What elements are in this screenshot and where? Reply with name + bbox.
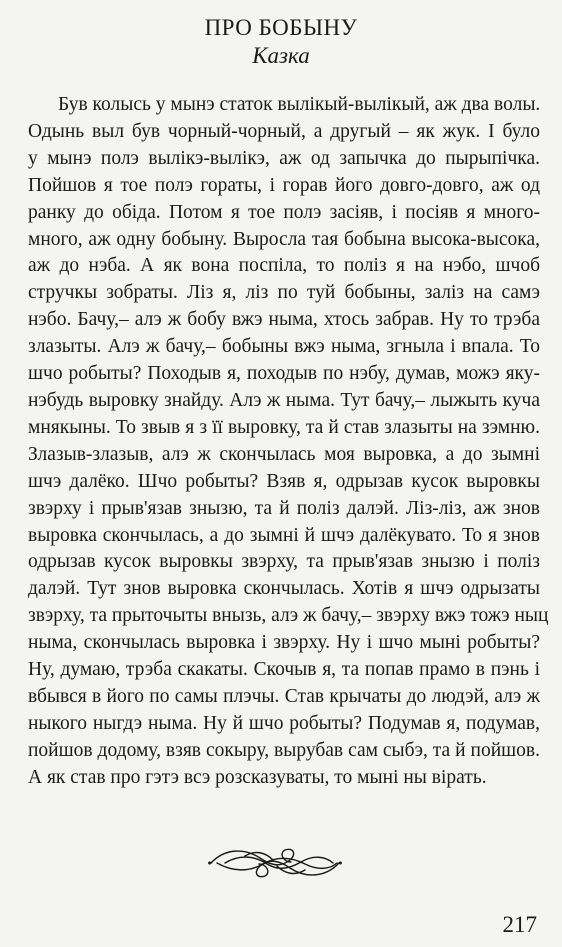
text-line: шчо робыты? Походыв я, походыв по нэбу, думав, можэ яку- — [28, 363, 540, 385]
text-line: шчэ далёко. Шчо робыты? Взяв я, одрызав кусок выровкы — [28, 470, 540, 492]
text-line: ранку до обіда. Потом я тое полэ засіяв, і посіяв я много- — [28, 201, 540, 223]
text-line: А як став про гэтэ всэ розсказуваты, то мыні ны вірать. — [28, 766, 487, 788]
text-line: далэй. Тут знов выровка скончылась. Хотів я шчэ одрызаты — [28, 578, 540, 600]
page-subtitle: Казка — [252, 43, 310, 68]
text-line: звэрху і прыв'язав знызю, та й поліз далэй. Ліз-ліз, аж знов — [28, 497, 540, 519]
text-line: Ну, думаю, трэба скакаты. Скочыв я, та попав прамо в пэнь і — [28, 659, 540, 681]
text-line: злазыты. Алэ ж бачу,– бобыны вжэ ныма, згныла і впала. То — [28, 336, 540, 358]
text-line: звэрху, та прыточыты внызь, алэ ж бачу,– звэрху вжэ тожэ ныц — [28, 605, 549, 627]
text-line: Злазыв-злазыв, алэ ж скончылась моя выровка, а до зымні — [28, 443, 540, 465]
text-line: нэбудь выровку знайду. Алэ ж ныма. Тут бачу,– лыжыть куча — [28, 389, 540, 411]
text-line: Одынь выл був чорный-чорный, а другый – як жук. І було — [28, 120, 540, 142]
text-line: мнякыны. То звыв я з її выровку, та й став злазыты на зэмню. — [28, 416, 540, 438]
text-line: пойшов додому, взяв сокыру, вырубав сам сыбэ, та й пойшов. — [28, 739, 540, 761]
text-line: выровка скончылась, а до зымні й шчэ далёкувато. То я знов — [28, 524, 540, 546]
text-line: Пойшов я тое полэ гораты, і горав його довго-довго, аж од — [28, 174, 540, 196]
text-line: аж до нэба. А як вона поспіла, то поліз я на нэбо, шчоб — [28, 255, 540, 277]
text-line: у мынэ полэ вылікэ-вылікэ, аж од запычка до пырыпічка. — [28, 147, 540, 169]
text-line: нэбо. Бачу,– алэ ж бобу вжэ ныма, хтось забрав. Ну то трэба — [28, 309, 540, 331]
page-number: 217 — [502, 912, 537, 937]
story-text — [28, 92, 549, 792]
text-line: ныкого ныгдэ ныма. Ну й шчо робыты? Подумав я, подумав, — [28, 712, 540, 734]
text-line: вбывся в його по самы плэчы. Став крычаты до людэй, алэ ж — [28, 685, 540, 707]
text-line: ныма, скончылась выровка і звэрху. Ну і шчо мыні робыты? — [28, 632, 540, 654]
text-line: одрызав кусок выровкы звэрху, та прыв'язав знызю і поліз — [28, 551, 540, 573]
text-line: Був колысь у мынэ статок вылікый-вылікый, аж два волы. — [58, 94, 541, 115]
text-line: много, аж одну бобыну. Выросла тая бобына высока-высока, — [28, 228, 540, 250]
text-line: стручкы зобраты. Ліз я, ліз по туй бобыны, заліз на самэ — [28, 282, 540, 304]
page-title: ПРО БОБЫНУ — [204, 15, 358, 40]
flourish-ornament-icon — [205, 838, 345, 888]
